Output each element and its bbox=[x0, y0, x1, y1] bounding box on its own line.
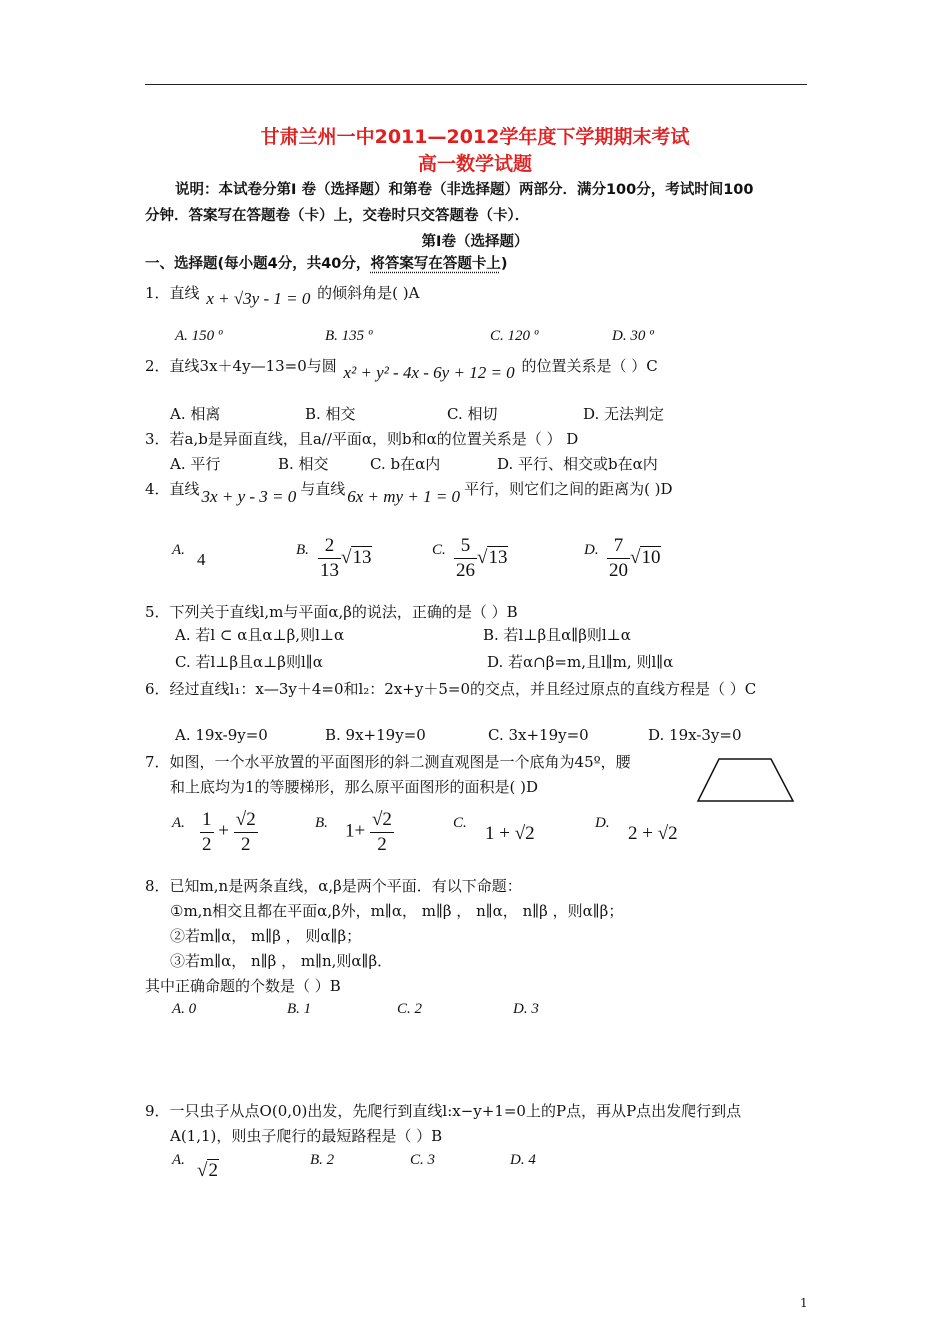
q2-option-c: C. 相切 bbox=[447, 405, 498, 423]
q7-label-a: A. bbox=[172, 815, 185, 831]
q7-label-c: C. bbox=[453, 815, 467, 831]
page-number: 1 bbox=[800, 1296, 808, 1310]
q6-option-c: C. 3x+19y=0 bbox=[488, 726, 589, 744]
q7-option-c: 1 + √2 bbox=[485, 823, 535, 844]
q1-stem: 1．直线 x + √3y - 1 = 0 的倾斜角是( )A bbox=[145, 284, 420, 308]
q7-option-a: $\frac{1}{2}$ + $\frac{√2}{2}$ bbox=[202, 809, 256, 855]
exam-title: 甘肃兰州一中2011—2012学年度下学期期末考试 bbox=[260, 126, 690, 148]
q4-option-a: 4 bbox=[197, 550, 206, 569]
q8-question: 其中正确命题的个数是（ ）B bbox=[145, 977, 341, 995]
q2-option-b: B. 相交 bbox=[305, 405, 356, 423]
q8-stem: 8．已知m,n是两条直线，α,β是两个平面．有以下命题： bbox=[145, 877, 522, 895]
part-heading: 一、选择题(每小题4分，共40分，将答案写在答题卡上) bbox=[145, 256, 508, 272]
q3-stem: 3．若a,b是异面直线，且a//平面α，则b和α的位置关系是（ ） D bbox=[145, 430, 579, 448]
q2-option-d: D. 无法判定 bbox=[583, 405, 665, 423]
q6-stem: 6．经过直线l₁：x—3y＋4=0和l₂：2x+y＋5=0的交点，并且经过原点的直线方程是（ ）C bbox=[145, 680, 757, 698]
q4-label-b: B. bbox=[296, 542, 309, 558]
q4-option-c: $\frac{5}{26}$ √13 bbox=[456, 535, 508, 581]
q5-option-b: B. 若l⊥β且α∥β则l⊥α bbox=[483, 626, 631, 644]
q3-option-b: B. 相交 bbox=[278, 455, 329, 473]
q4-label-c: C. bbox=[432, 542, 446, 558]
header-rule bbox=[145, 84, 807, 85]
q1-formula: x + √3y - 1 = 0 bbox=[206, 289, 311, 308]
q4-label-d: D. bbox=[584, 542, 599, 558]
q1-option-a: A. 150 º bbox=[175, 328, 223, 344]
q1-option-b: B. 135 º bbox=[325, 328, 373, 344]
q8-proposition-2: ②若m∥α， m∥β ， 则α∥β； bbox=[170, 927, 362, 945]
q4-label-a: A. bbox=[172, 542, 185, 558]
trapezoid-figure bbox=[695, 756, 797, 804]
q7-label-b: B. bbox=[315, 815, 328, 831]
q8-option-d: D. 3 bbox=[513, 1001, 539, 1017]
q1-option-d: D. 30 º bbox=[612, 328, 654, 344]
q7-option-d: 2 + √2 bbox=[628, 823, 678, 844]
q3-option-d: D. 平行、相交或b在α内 bbox=[497, 455, 658, 473]
exam-subtitle: 高一数学试题 bbox=[417, 153, 532, 175]
q2-stem: 2．直线3x＋4y—13=0与圆 x² + y² - 4x - 6y + 12 = 0 的位置关系是（ ）C bbox=[145, 357, 658, 382]
section-title: 第Ⅰ卷（选择题） bbox=[421, 234, 529, 250]
q9-option-d: D. 4 bbox=[510, 1152, 536, 1168]
instructions-line1: 说明：本试卷分第I 卷（选择题）和第卷（非选择题）两部分．满分100分，考试时间100 bbox=[175, 182, 754, 198]
q2-formula: x² + y² - 4x - 6y + 12 = 0 bbox=[343, 363, 515, 382]
q7-line1: 7．如图，一个水平放置的平面图形的斜二测直观图是一个底角为45º，腰 bbox=[145, 753, 631, 771]
q5-option-c: C. 若l⊥β且α⊥β则l∥α bbox=[175, 653, 323, 671]
q6-option-b: B. 9x+19y=0 bbox=[325, 726, 426, 744]
q2-option-a: A. 相离 bbox=[170, 405, 221, 423]
q7-option-b: 1+ $\frac{√2}{2}$ bbox=[345, 809, 392, 855]
q5-option-a: A. 若l ⊂ α且α⊥β,则l⊥α bbox=[175, 626, 345, 644]
q8-proposition-3: ③若m∥α， n∥β ， m∥n,则α∥β． bbox=[170, 952, 393, 970]
q5-option-d: D. 若α∩β=m,且l∥m, 则l∥α bbox=[487, 653, 674, 671]
q9-label-a: A. bbox=[172, 1152, 185, 1168]
q3-option-c: C. b在α内 bbox=[370, 455, 441, 473]
q7-label-d: D. bbox=[595, 815, 610, 831]
q9-option-a: √2 bbox=[197, 1160, 218, 1181]
q4-option-d: $\frac{7}{20}$ √10 bbox=[609, 535, 661, 581]
q1-option-c: C. 120 º bbox=[490, 328, 539, 344]
q4-option-b: $\frac{2}{13}$ √13 bbox=[320, 535, 372, 581]
q9-line2: A(1,1)，则虫子爬行的最短路程是（ ）B bbox=[170, 1127, 443, 1145]
instructions-line2: 分钟．答案写在答题卷（卡）上，交卷时只交答题卷（卡）． bbox=[145, 208, 530, 224]
q9-option-b: B. 2 bbox=[310, 1152, 335, 1168]
q8-option-c: C. 2 bbox=[397, 1001, 423, 1017]
q9-option-c: C. 3 bbox=[410, 1152, 436, 1168]
q4-formula1: 3x + y - 3 = 0 bbox=[201, 487, 297, 506]
q6-option-a: A. 19x-9y=0 bbox=[175, 726, 268, 744]
q6-option-d: D. 19x-3y=0 bbox=[648, 726, 742, 744]
q4-formula2: 6x + my + 1 = 0 bbox=[347, 487, 461, 506]
q8-option-b: B. 1 bbox=[287, 1001, 312, 1017]
q3-option-a: A. 平行 bbox=[170, 455, 221, 473]
q5-stem: 5．下列关于直线l,m与平面α,β的说法，正确的是（ ）B bbox=[145, 603, 518, 621]
q7-line2: 和上底均为1的等腰梯形，那么原平面图形的面积是( )D bbox=[170, 778, 539, 796]
q9-line1: 9．一只虫子从点O(0,0)出发，先爬行到直线l:x−y+1=0上的P点，再从P点出发爬行到点 bbox=[145, 1102, 742, 1120]
q8-option-a: A. 0 bbox=[172, 1001, 197, 1017]
q8-proposition-1: ①m,n相交且都在平面α,β外，m∥α， m∥β ， n∥α， n∥β ，则α∥β； bbox=[170, 902, 624, 920]
q4-stem: 4．直线 3x + y - 3 = 0 与直线 6x + my + 1 = 0 平行，则它们之间的距离为( )D bbox=[145, 480, 673, 506]
